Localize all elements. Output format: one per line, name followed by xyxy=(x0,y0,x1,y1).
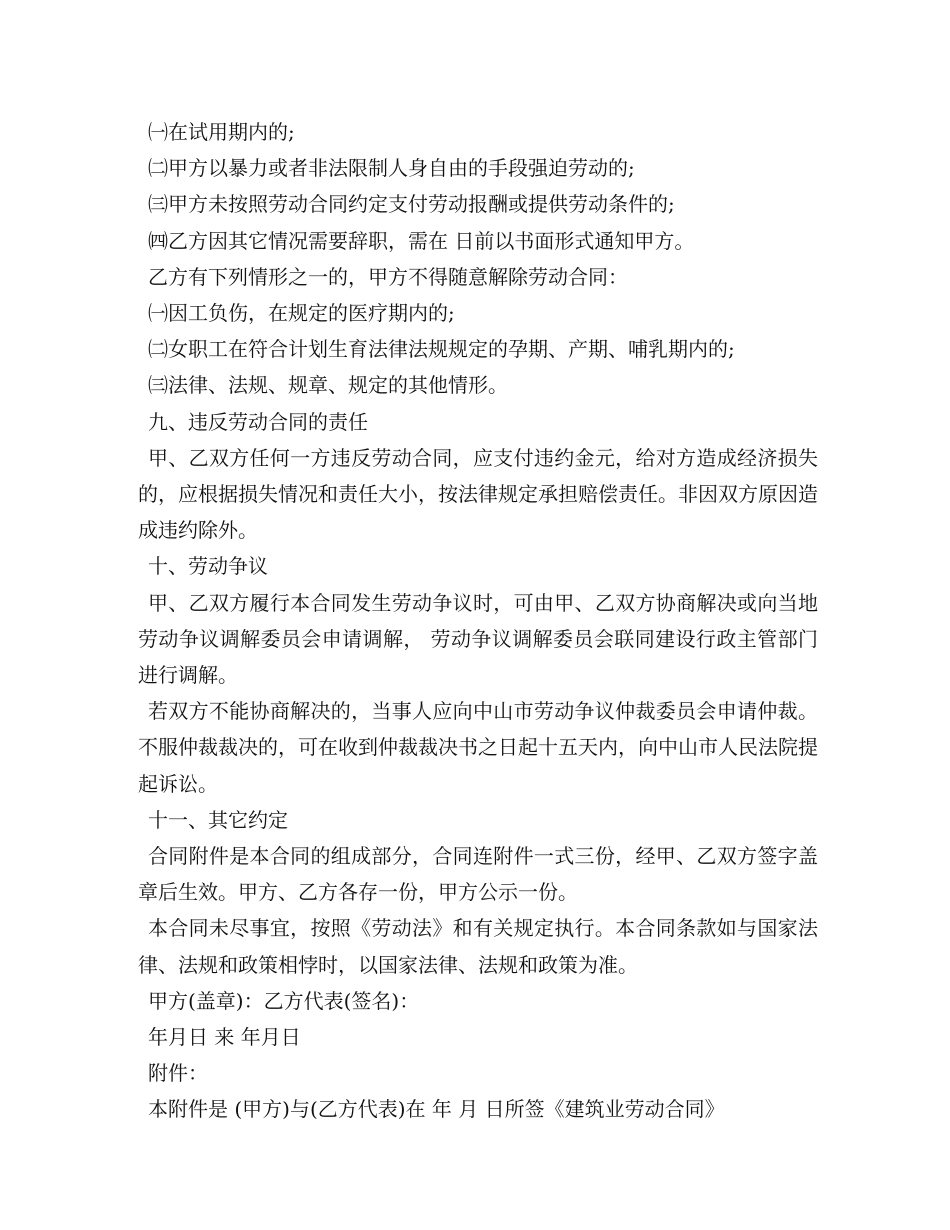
section-paragraph-10b: 若双方不能协商解决的，当事人应向中山市劳动争议仲裁委员会申请仲裁。不服仲裁裁决的，可在收到仲裁裁决书之日起十五天内，向中山市人民法院提起诉讼。 xyxy=(138,699,818,796)
section-paragraph-11b: 本合同未尽事宜，按照《劳动法》和有关规定执行。本合同条款如与国家法律、法规和政策相悖时，以国家法律、法规和政策为准。 xyxy=(138,916,818,977)
date-line: 年月日 来 年月日 xyxy=(148,1025,301,1050)
clause-item-1: ㈠在试用期内的; xyxy=(148,120,295,144)
appendix-paragraph: 本附件是 (甲方)与(乙方代表)在 年 月 日所签《建筑业劳动合同》 xyxy=(148,1097,725,1122)
section-paragraph-11a: 合同附件是本合同的组成部分，合同连附件一式三份，经甲、乙双方签字盖章后生效。甲方、乙方各存一份，甲方公示一份。 xyxy=(138,844,818,905)
signature-line: 甲方(盖章)：乙方代表(签名)： xyxy=(148,988,420,1013)
appendix-heading: 附件： xyxy=(148,1061,208,1086)
clause-item-3: ㈢甲方未按照劳动合同约定支付劳动报酬或提供劳动条件的; xyxy=(148,192,675,217)
clause-intro: 乙方有下列情形之一的，甲方不得随意解除劳动合同： xyxy=(148,264,628,289)
section-heading-10: 十、劳动争议 xyxy=(148,554,268,579)
clause-item-6: ㈡女职工在符合计划生育法律法规规定的孕期、产期、哺乳期内的; xyxy=(148,337,735,362)
section-heading-9: 九、违反劳动合同的责任 xyxy=(148,409,368,434)
section-paragraph-10a: 甲、乙双方履行本合同发生劳动争议时，可由甲、乙双方协商解决或向当地劳动争议调解委员会申请调解， 劳动争议调解委员会联同建设行政主管部门进行调解。 xyxy=(138,590,818,688)
clause-item-7: ㈢法律、法规、规章、规定的其他情形。 xyxy=(148,373,508,398)
clause-item-5: ㈠因工负伤，在规定的医疗期内的; xyxy=(148,301,455,326)
clause-item-2: ㈡甲方以暴力或者非法限制人身自由的手段强迫劳动的; xyxy=(148,156,635,181)
section-heading-11: 十一、其它约定 xyxy=(148,807,288,832)
document-body xyxy=(138,114,818,1128)
section-paragraph-9: 甲、乙双方任何一方违反劳动合同，应支付违约金元，给对方造成经济损失的，应根据损失情况和责任大小，按法律规定承担赔偿责任。非因双方原因造成违约除外。 xyxy=(138,445,818,543)
clause-item-4: ㈣乙方因其它情况需要辞职，需在 日前以书面形式通知甲方。 xyxy=(148,228,695,253)
